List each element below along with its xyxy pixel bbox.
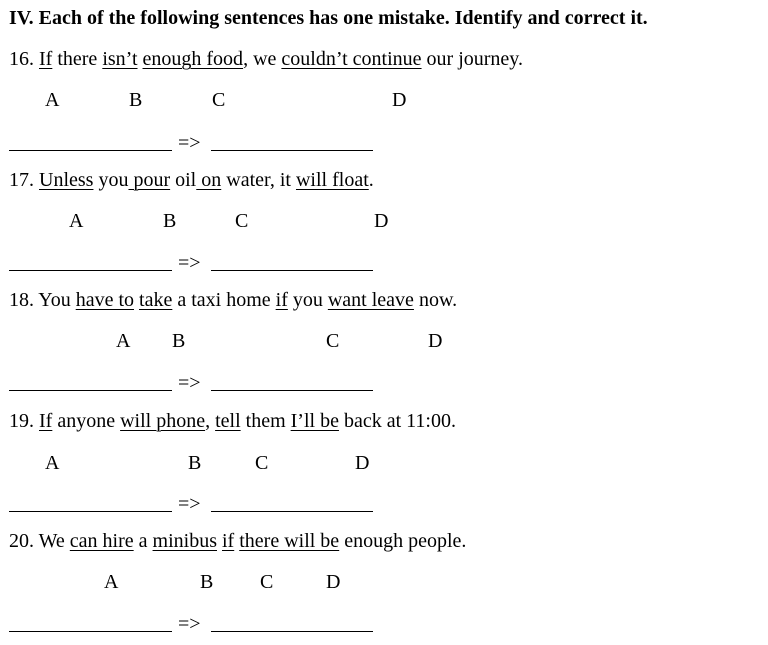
option-label-a: A (116, 330, 131, 352)
sentence-text: anyone (52, 410, 121, 432)
sentence-text: , we (243, 48, 282, 70)
question-sentence (9, 528, 466, 554)
correction-answer-blank[interactable] (211, 150, 373, 151)
option-label-d: D (374, 210, 389, 232)
underlined-option: If (39, 410, 53, 432)
option-label-a: A (104, 571, 119, 593)
exercise-heading: IV. Each of the following sentences has one mistake. Identify and correct it. (9, 7, 648, 29)
option-label-d: D (326, 571, 341, 593)
underlined-option: I’ll be (290, 410, 339, 432)
underlined-option: there will be (239, 530, 340, 552)
option-label-c: C (260, 571, 274, 593)
sentence-text: oil (170, 169, 197, 191)
option-label-b: B (172, 330, 186, 352)
sentence-text: 19. (9, 410, 39, 432)
option-label-a: A (69, 210, 84, 232)
sentence-text: water, it (221, 169, 296, 191)
underlined-option: Unless (39, 169, 94, 191)
underlined-option: will float (295, 169, 369, 191)
sentence-text: , (205, 410, 216, 432)
underlined-option: can hire (69, 530, 134, 552)
option-label-c: C (212, 89, 226, 111)
sentence-text: . (368, 169, 374, 191)
underlined-option: enough food (142, 48, 244, 70)
question-sentence (9, 167, 374, 193)
correction-answer-blank[interactable] (211, 390, 373, 391)
correction-answer-blank[interactable] (211, 270, 373, 271)
underlined-option: take (139, 289, 173, 311)
correction-arrow: => (178, 613, 201, 635)
underlined-option: want leave (327, 289, 414, 311)
underlined-option: will phone (120, 410, 206, 432)
correction-arrow: => (178, 493, 201, 515)
sentence-text: 18. You (9, 289, 76, 311)
option-label-c: C (326, 330, 340, 352)
underlined-option: couldn’t continue (281, 48, 422, 70)
mistake-answer-blank[interactable] (9, 150, 172, 151)
option-label-d: D (428, 330, 443, 352)
correction-arrow: => (178, 132, 201, 154)
underlined-option: if (222, 530, 235, 552)
question-sentence (9, 408, 456, 434)
underlined-option: If (39, 48, 53, 70)
sentence-text: there (52, 48, 103, 70)
correction-answer-blank[interactable] (211, 511, 373, 512)
sentence-text: now. (413, 289, 458, 311)
mistake-answer-blank[interactable] (9, 270, 172, 271)
sentence-text: them (240, 410, 291, 432)
option-label-b: B (188, 452, 202, 474)
option-label-d: D (392, 89, 407, 111)
underlined-option: tell (215, 410, 241, 432)
correction-arrow: => (178, 252, 201, 274)
underlined-option: have to (75, 289, 135, 311)
option-label-b: B (163, 210, 177, 232)
mistake-answer-blank[interactable] (9, 390, 172, 391)
option-label-d: D (355, 452, 370, 474)
underlined-option: on (196, 169, 222, 191)
underlined-option: pour (128, 169, 171, 191)
option-label-a: A (45, 452, 60, 474)
question-sentence (9, 287, 457, 313)
option-label-c: C (235, 210, 249, 232)
sentence-text: enough people. (339, 530, 467, 552)
sentence-text: 17. (9, 169, 39, 191)
underlined-option: isn’t (102, 48, 138, 70)
sentence-text: 20. We (9, 530, 70, 552)
question-sentence (9, 46, 523, 72)
sentence-text: a (133, 530, 153, 552)
option-label-a: A (45, 89, 60, 111)
mistake-answer-blank[interactable] (9, 511, 172, 512)
sentence-text: our journey. (421, 48, 524, 70)
sentence-text: 16. (9, 48, 39, 70)
option-label-b: B (200, 571, 214, 593)
correction-answer-blank[interactable] (211, 631, 373, 632)
mistake-answer-blank[interactable] (9, 631, 172, 632)
option-label-c: C (255, 452, 269, 474)
option-label-b: B (129, 89, 143, 111)
sentence-text: you (287, 289, 328, 311)
sentence-text: back at 11:00. (338, 410, 456, 432)
underlined-option: if (275, 289, 288, 311)
correction-arrow: => (178, 372, 201, 394)
underlined-option: minibus (152, 530, 217, 552)
sentence-text: a taxi home (172, 289, 276, 311)
sentence-text: you (93, 169, 129, 191)
